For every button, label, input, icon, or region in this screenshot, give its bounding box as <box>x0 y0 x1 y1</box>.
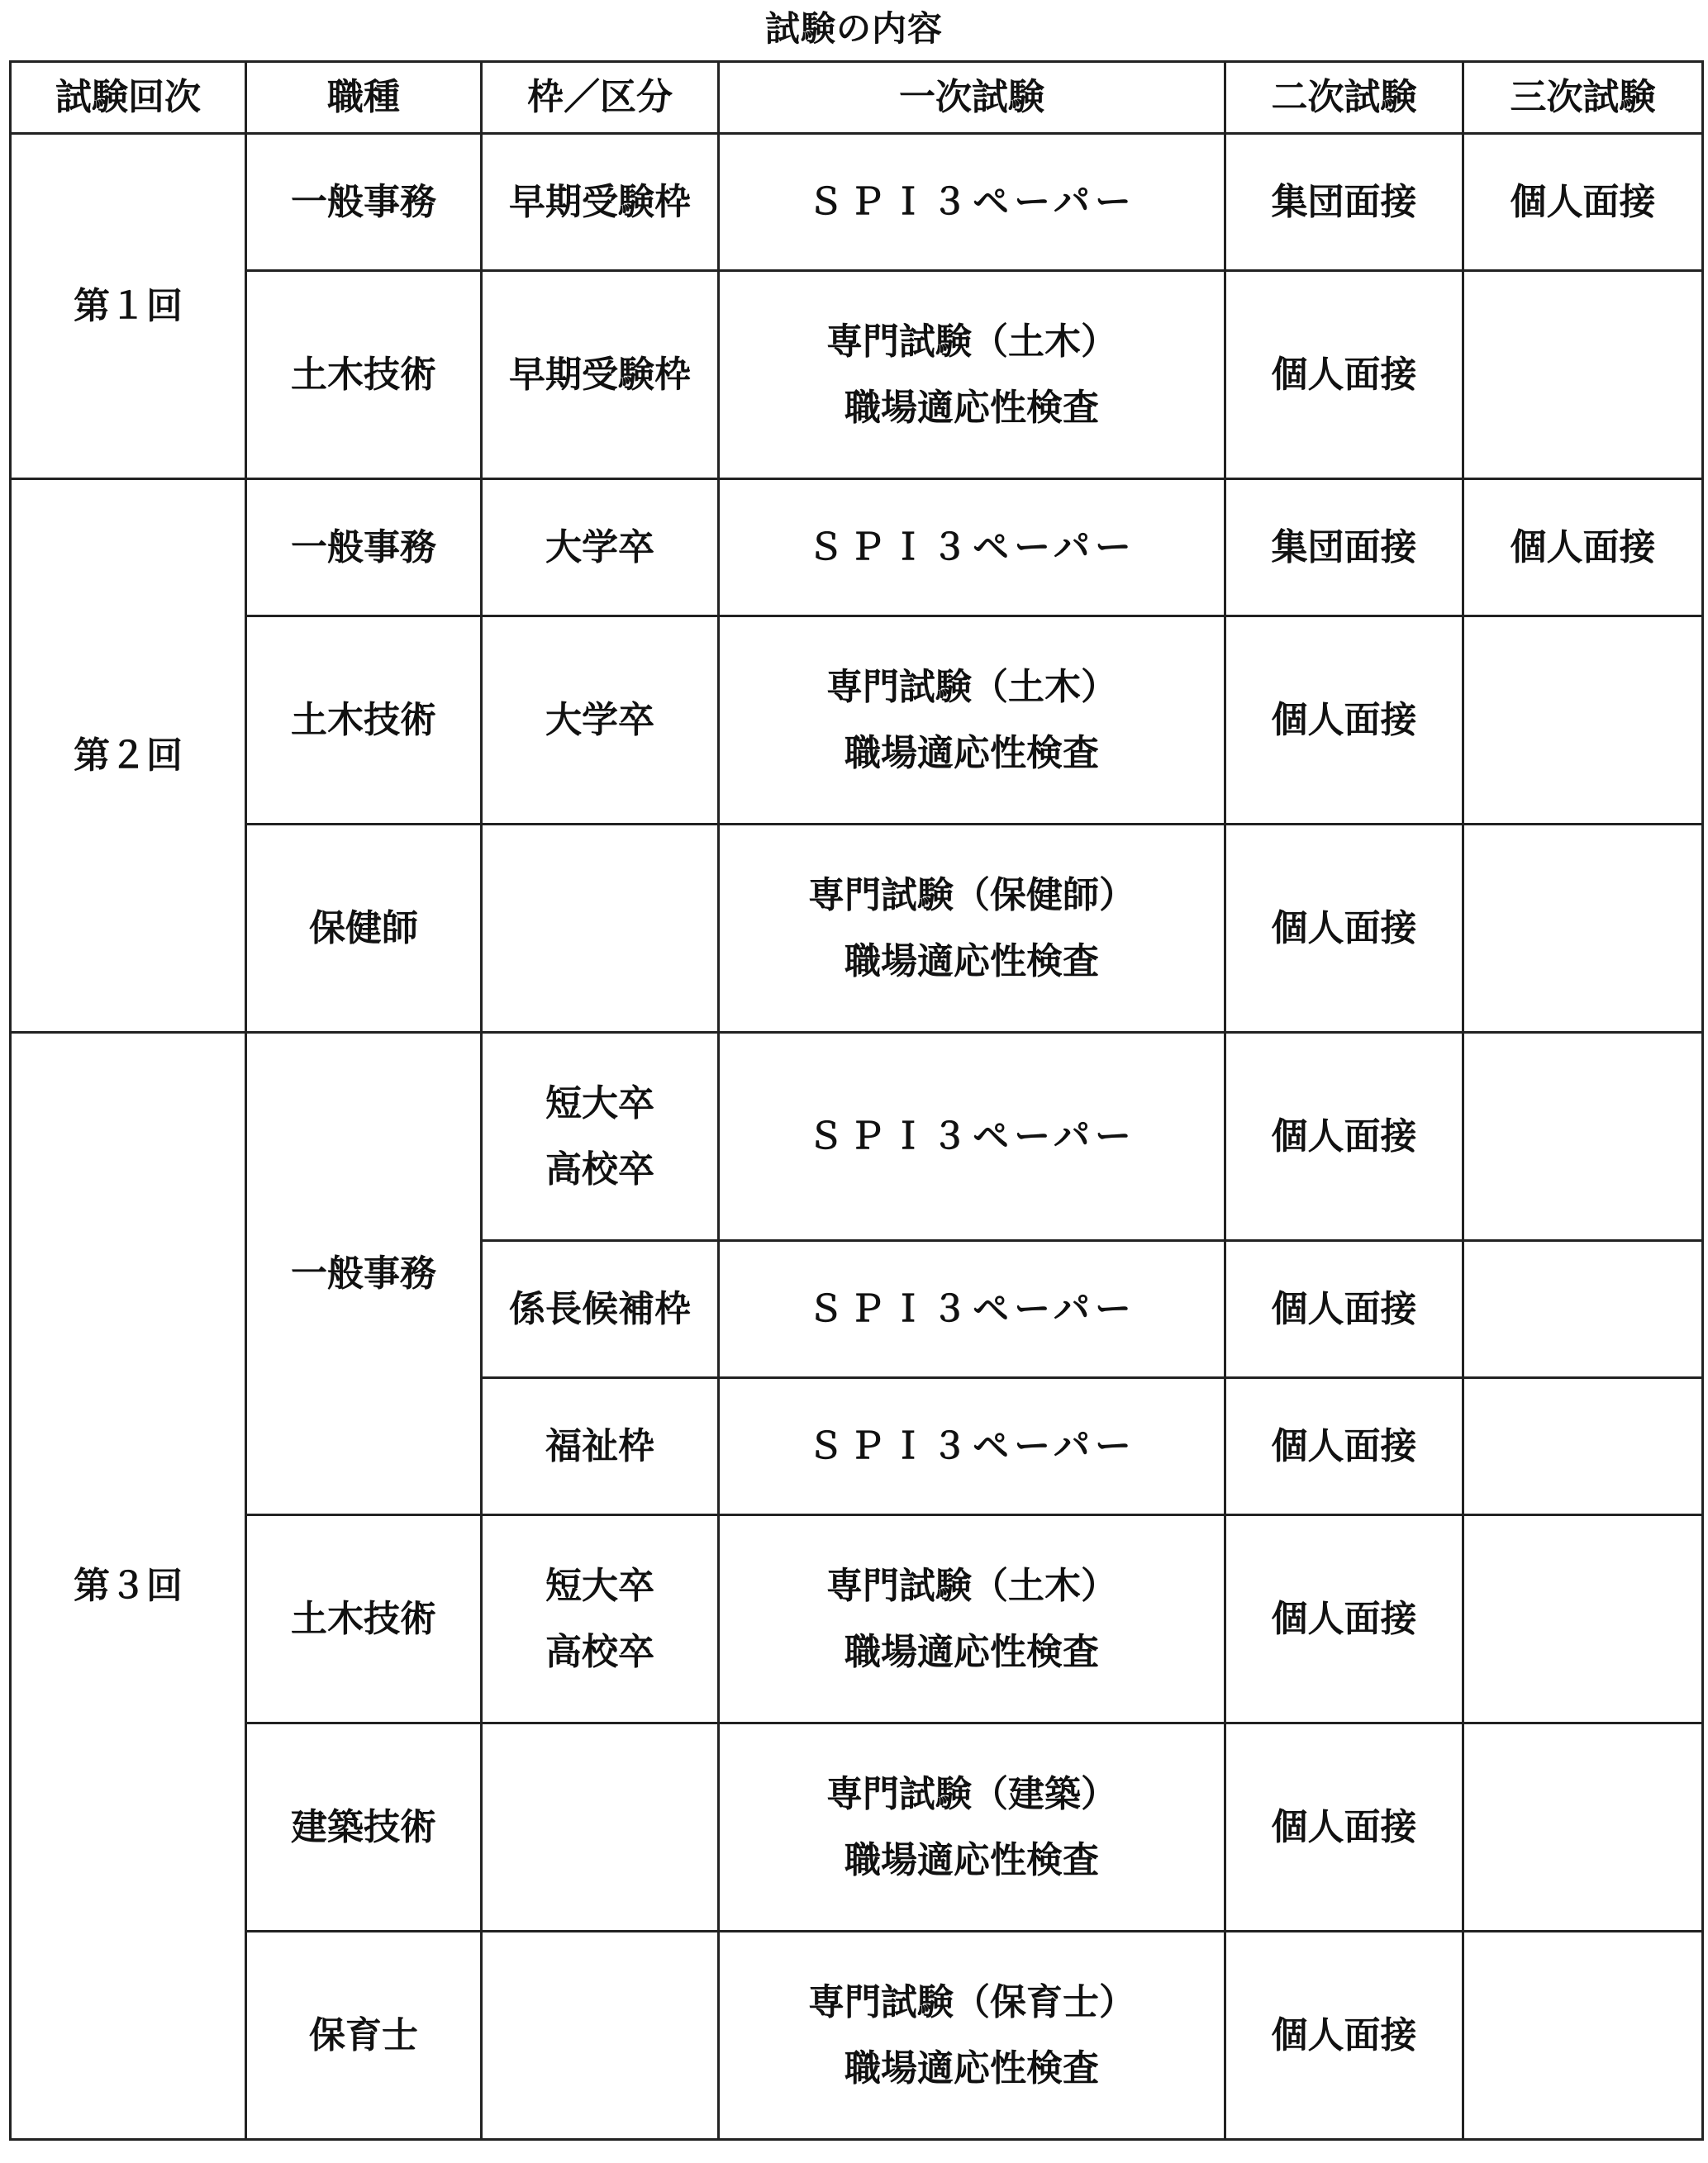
job-cell: 一般事務 <box>246 134 482 271</box>
page-title: 試験の内容 <box>764 8 943 49</box>
third-exam-cell <box>1463 1515 1703 1723</box>
category-cell: 大学卒 <box>482 616 719 825</box>
table-row <box>11 479 1703 616</box>
job-cell: 建築技術 <box>246 1723 482 1932</box>
exam-table <box>9 60 1704 2141</box>
first-exam-cell: ＳＰＩ３ペーパー <box>719 1033 1225 1241</box>
round-cell: 第２回 <box>11 479 246 1033</box>
job-cell: 保育士 <box>246 1932 482 2140</box>
category-cell: 短大卒 高校卒 <box>482 1033 719 1241</box>
category-cell: 短大卒 高校卒 <box>482 1515 719 1723</box>
third-exam-cell <box>1463 1241 1703 1378</box>
category-cell: 福祉枠 <box>482 1378 719 1515</box>
first-exam-cell: 専門試験（建築） 職場適応性検査 <box>719 1723 1225 1932</box>
table-row <box>11 1723 1703 1932</box>
third-exam-cell <box>1463 825 1703 1033</box>
third-exam-cell <box>1463 1378 1703 1515</box>
third-exam-cell <box>1463 271 1703 479</box>
first-exam-cell: ＳＰＩ３ペーパー <box>719 134 1225 271</box>
second-exam-cell: 集団面接 <box>1225 479 1463 616</box>
header-row <box>11 62 1703 134</box>
first-exam-cell: 専門試験（土木） 職場適応性検査 <box>719 271 1225 479</box>
table-row <box>11 1033 1703 1241</box>
category-cell: 係長候補枠 <box>482 1241 719 1378</box>
category-cell <box>482 1932 719 2140</box>
table-row <box>11 1515 1703 1723</box>
second-exam-cell: 個人面接 <box>1225 1515 1463 1723</box>
second-exam-cell: 個人面接 <box>1225 271 1463 479</box>
third-exam-cell: 個人面接 <box>1463 134 1703 271</box>
header-round: 試験回次 <box>11 62 246 134</box>
job-cell: 土木技術 <box>246 271 482 479</box>
first-exam-cell: 専門試験（保育士） 職場適応性検査 <box>719 1932 1225 2140</box>
first-exam-cell: ＳＰＩ３ペーパー <box>719 479 1225 616</box>
category-cell: 大学卒 <box>482 479 719 616</box>
second-exam-cell: 個人面接 <box>1225 1723 1463 1932</box>
table-row <box>11 825 1703 1033</box>
job-cell: 一般事務 <box>246 479 482 616</box>
header-second-exam: 二次試験 <box>1225 62 1463 134</box>
job-cell: 保健師 <box>246 825 482 1033</box>
round-cell: 第３回 <box>11 1033 246 2140</box>
second-exam-cell: 個人面接 <box>1225 1241 1463 1378</box>
table-row <box>11 271 1703 479</box>
second-exam-cell: 個人面接 <box>1225 1378 1463 1515</box>
first-exam-cell: 専門試験（土木） 職場適応性検査 <box>719 616 1225 825</box>
first-exam-cell: ＳＰＩ３ペーパー <box>719 1378 1225 1515</box>
job-cell: 土木技術 <box>246 1515 482 1723</box>
round-cell: 第１回 <box>11 134 246 479</box>
second-exam-cell: 個人面接 <box>1225 1033 1463 1241</box>
first-exam-cell: 専門試験（保健師） 職場適応性検査 <box>719 825 1225 1033</box>
third-exam-cell <box>1463 1033 1703 1241</box>
category-cell: 早期受験枠 <box>482 134 719 271</box>
second-exam-cell: 個人面接 <box>1225 825 1463 1033</box>
category-cell <box>482 825 719 1033</box>
second-exam-cell: 個人面接 <box>1225 1932 1463 2140</box>
header-job: 職種 <box>246 62 482 134</box>
header-category: 枠／区分 <box>482 62 719 134</box>
category-cell <box>482 1723 719 1932</box>
third-exam-cell <box>1463 1723 1703 1932</box>
table-row <box>11 616 1703 825</box>
third-exam-cell <box>1463 1932 1703 2140</box>
category-cell: 早期受験枠 <box>482 271 719 479</box>
third-exam-cell: 個人面接 <box>1463 479 1703 616</box>
header-first-exam: 一次試験 <box>719 62 1225 134</box>
header-third-exam: 三次試験 <box>1463 62 1703 134</box>
first-exam-cell: 専門試験（土木） 職場適応性検査 <box>719 1515 1225 1723</box>
second-exam-cell: 集団面接 <box>1225 134 1463 271</box>
first-exam-cell: ＳＰＩ３ペーパー <box>719 1241 1225 1378</box>
third-exam-cell <box>1463 616 1703 825</box>
job-cell: 一般事務 <box>246 1033 482 1515</box>
table-row <box>11 1932 1703 2140</box>
job-cell: 土木技術 <box>246 616 482 825</box>
table-row <box>11 134 1703 271</box>
second-exam-cell: 個人面接 <box>1225 616 1463 825</box>
